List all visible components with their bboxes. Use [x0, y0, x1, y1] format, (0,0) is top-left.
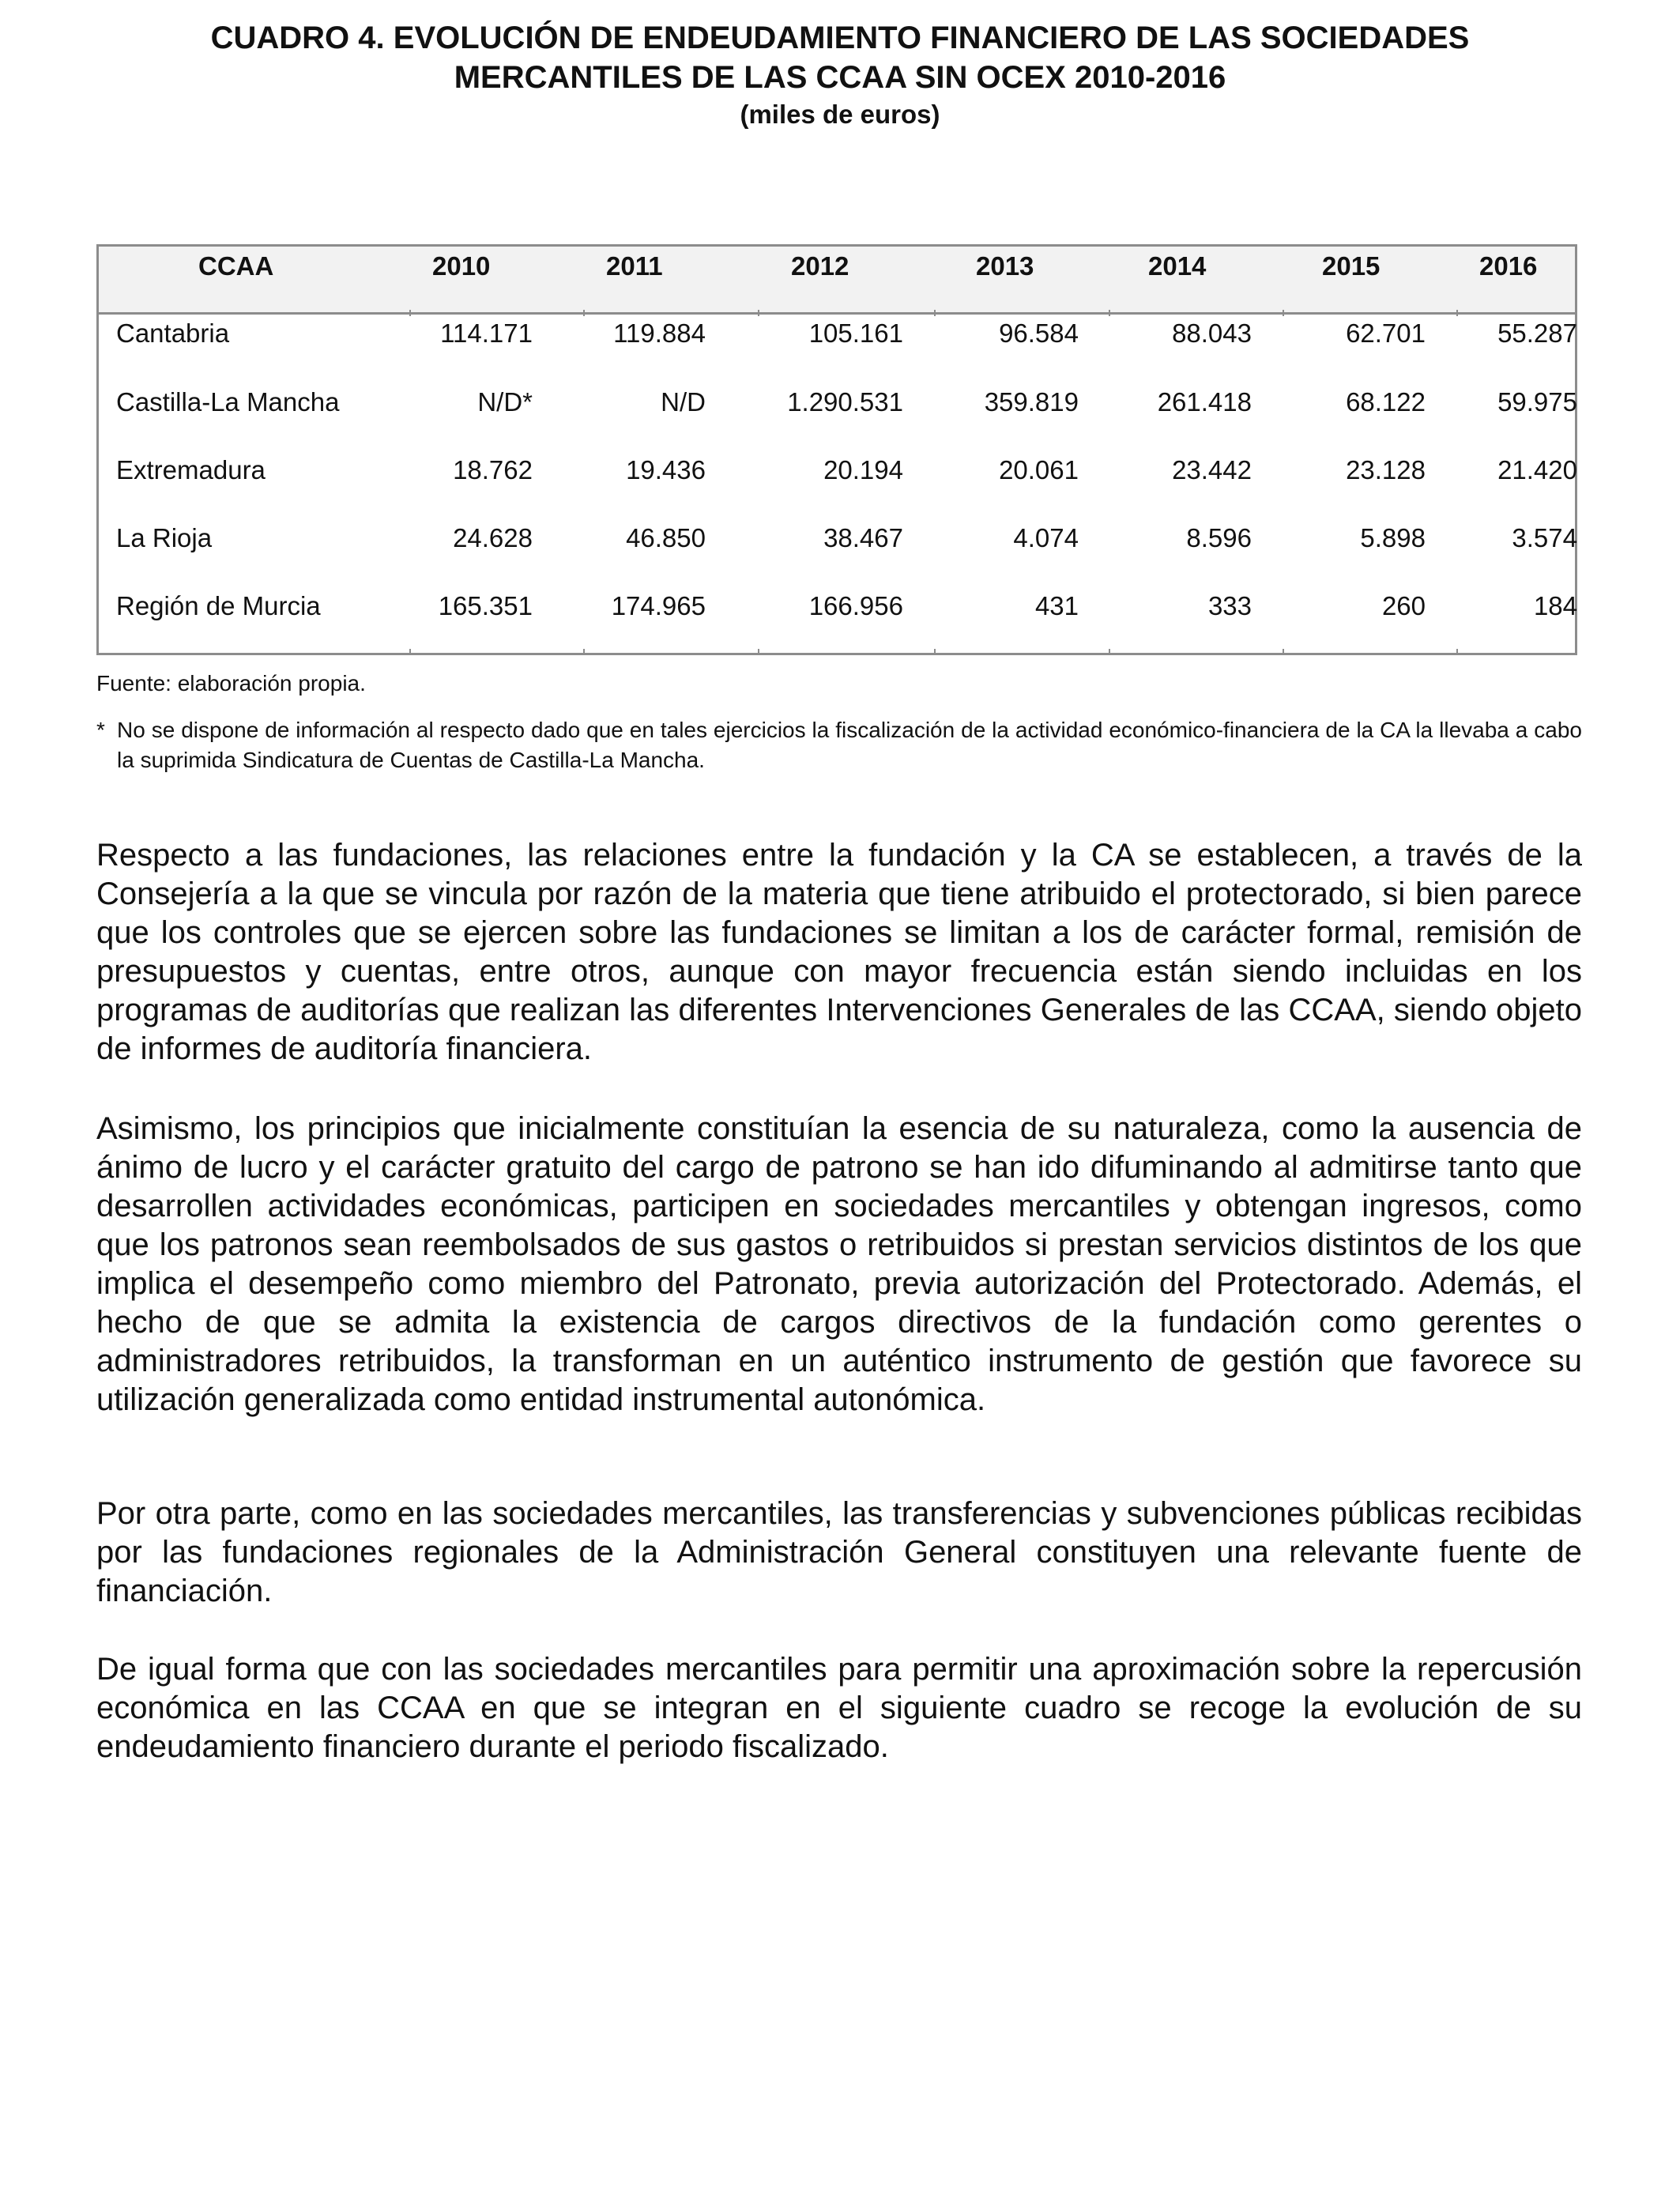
row-value-2011: 19.436 [626, 455, 706, 484]
row-value-2012: 105.161 [808, 319, 903, 348]
table-row [99, 455, 1575, 487]
row-value-2013: 4.074 [1013, 523, 1079, 552]
column-divider [758, 310, 759, 316]
table-title-line-1: CUADRO 4. EVOLUCIÓN DE ENDEUDAMIENTO FINANCIERO DE LAS SOCIEDADES [210, 21, 1470, 55]
column-divider [1283, 649, 1284, 655]
row-ccaa-name: Castilla-La Mancha [116, 387, 340, 417]
row-value-2013: 431 [1034, 591, 1079, 620]
table-title-line-2: MERCANTILES DE LAS CCAA SIN OCEX 2010-2016 [454, 60, 1226, 95]
row-value-2016: 59.975 [1497, 387, 1577, 417]
table-source: Fuente: elaboración propia. [96, 671, 366, 696]
column-divider [409, 649, 411, 655]
row-value-2013: 96.584 [999, 319, 1079, 348]
row-value-2013: 20.061 [999, 455, 1079, 484]
row-value-2015: 62.701 [1346, 319, 1426, 348]
header-2015: 2015 [1322, 251, 1381, 281]
row-value-2010: 165.351 [438, 591, 533, 620]
header-ccaa: CCAA [198, 251, 274, 281]
row-ccaa-name: Cantabria [116, 319, 230, 348]
column-divider [1283, 310, 1284, 316]
column-divider [1109, 310, 1110, 316]
row-value-2010: 114.171 [440, 319, 533, 348]
footnote-marker: * [96, 718, 105, 742]
table-subtitle: (miles de euros) [740, 100, 940, 129]
row-value-2016: 55.287 [1497, 319, 1577, 348]
column-divider [583, 310, 585, 316]
column-divider [1109, 649, 1110, 655]
column-divider [934, 310, 936, 316]
row-value-2016: 21.420 [1497, 455, 1577, 484]
paragraph-principios: Asimismo, los principios que inicialmente constituían la esencia de su naturaleza, como la ausencia de ánimo de lucro y el carácter gratuito del cargo de patrono se han ido difuminando al admitirse tanto que desarrollen actividades económicas, participen en sociedades mercantiles y obtengan ingresos, como que los patronos sean reembolsados de sus gastos o retribuidos si prestan servicios distintos de los que implica el desempeño como miembro del Patronato, previa autorización del Protectorado. Además, el hecho de que se admita la existencia de cargos directivos de la fundación como gerentes o administradores retribuidos, la transforman en un auténtico instrumento de gestión que favorece su utilización generalizada como entidad instrumental autonómica. [96, 1111, 1582, 1417]
header-2010: 2010 [432, 251, 491, 281]
row-value-2012: 20.194 [823, 455, 903, 484]
header-2011: 2011 [606, 251, 663, 281]
column-divider [1456, 310, 1458, 316]
row-value-2015: 68.122 [1346, 387, 1426, 417]
column-divider [409, 310, 411, 316]
paragraph-endeudamiento: De igual forma que con las sociedades mercantiles para permitir una aproximación sobre la repercusión económica en las CCAA en que se integran en el siguiente cuadro se recoge la evolución de su endeudamiento financiero durante el periodo fiscalizado. [96, 1652, 1582, 1764]
header-2012: 2012 [791, 251, 849, 281]
debt-table [96, 244, 1577, 655]
column-divider [1456, 649, 1458, 655]
row-ccaa-name: La Rioja [116, 523, 213, 552]
row-ccaa-name: Extremadura [116, 455, 266, 484]
row-value-2012: 1.290.531 [787, 387, 903, 417]
row-value-2011: 174.965 [611, 591, 706, 620]
header-2013: 2013 [976, 251, 1034, 281]
row-value-2011: 119.884 [613, 319, 706, 348]
row-ccaa-name: Región de Murcia [116, 591, 321, 620]
row-value-2014: 88.043 [1172, 319, 1252, 348]
row-value-2011: 46.850 [626, 523, 706, 552]
column-divider [934, 649, 936, 655]
table-row [99, 319, 1575, 350]
row-value-2015: 23.128 [1346, 455, 1426, 484]
table-footnote [96, 715, 1582, 775]
row-value-2012: 166.956 [808, 591, 903, 620]
header-2016: 2016 [1479, 251, 1538, 281]
footnote-text: No se dispone de información al respecto dado que en tales ejercicios la fiscalización de la actividad económico-financiera de la CA la llevaba a cabo la suprimida Sindicatura de Cuentas de Castilla-La Mancha. [117, 718, 1582, 772]
table-row [99, 591, 1575, 623]
row-value-2016: 3.574 [1512, 523, 1577, 552]
header-2014: 2014 [1148, 251, 1207, 281]
row-value-2015: 260 [1381, 591, 1426, 620]
table-row [99, 387, 1575, 419]
row-value-2014: 333 [1207, 591, 1252, 620]
row-value-2014: 23.442 [1172, 455, 1252, 484]
row-value-2012: 38.467 [823, 523, 903, 552]
row-value-2010: 18.762 [453, 455, 533, 484]
row-value-2011: N/D [661, 387, 706, 417]
row-value-2010: N/D* [477, 387, 533, 417]
row-value-2014: 261.418 [1157, 387, 1252, 417]
column-divider [583, 649, 585, 655]
row-value-2015: 5.898 [1360, 523, 1426, 552]
row-value-2014: 8.596 [1186, 523, 1252, 552]
table-row [99, 523, 1575, 555]
paragraph-fundaciones: Respecto a las fundaciones, las relaciones entre la fundación y la CA se establecen, a través de la Consejería a la que se vincula por razón de la materia que tiene atribuido el protectorado, si bien parece que los controles que se ejercen sobre las fundaciones se limitan a los de carácter formal, remisión de presupuestos y cuentas, entre otros, aunque con mayor frecuencia están siendo incluidas en los programas de auditorías que realizan las diferentes Intervenciones Generales de las CCAA, siendo objeto de informes de auditoría financiera. [96, 838, 1582, 1066]
row-value-2010: 24.628 [453, 523, 533, 552]
row-value-2016: 184 [1533, 591, 1577, 620]
paragraph-transferencias: Por otra parte, como en las sociedades mercantiles, las transferencias y subvenciones públicas recibidas por las fundaciones regionales de la Administración General constituyen una relevante fuente de financiación. [96, 1496, 1582, 1608]
row-value-2013: 359.819 [984, 387, 1079, 417]
table-header-row [99, 247, 1575, 315]
column-divider [758, 649, 759, 655]
